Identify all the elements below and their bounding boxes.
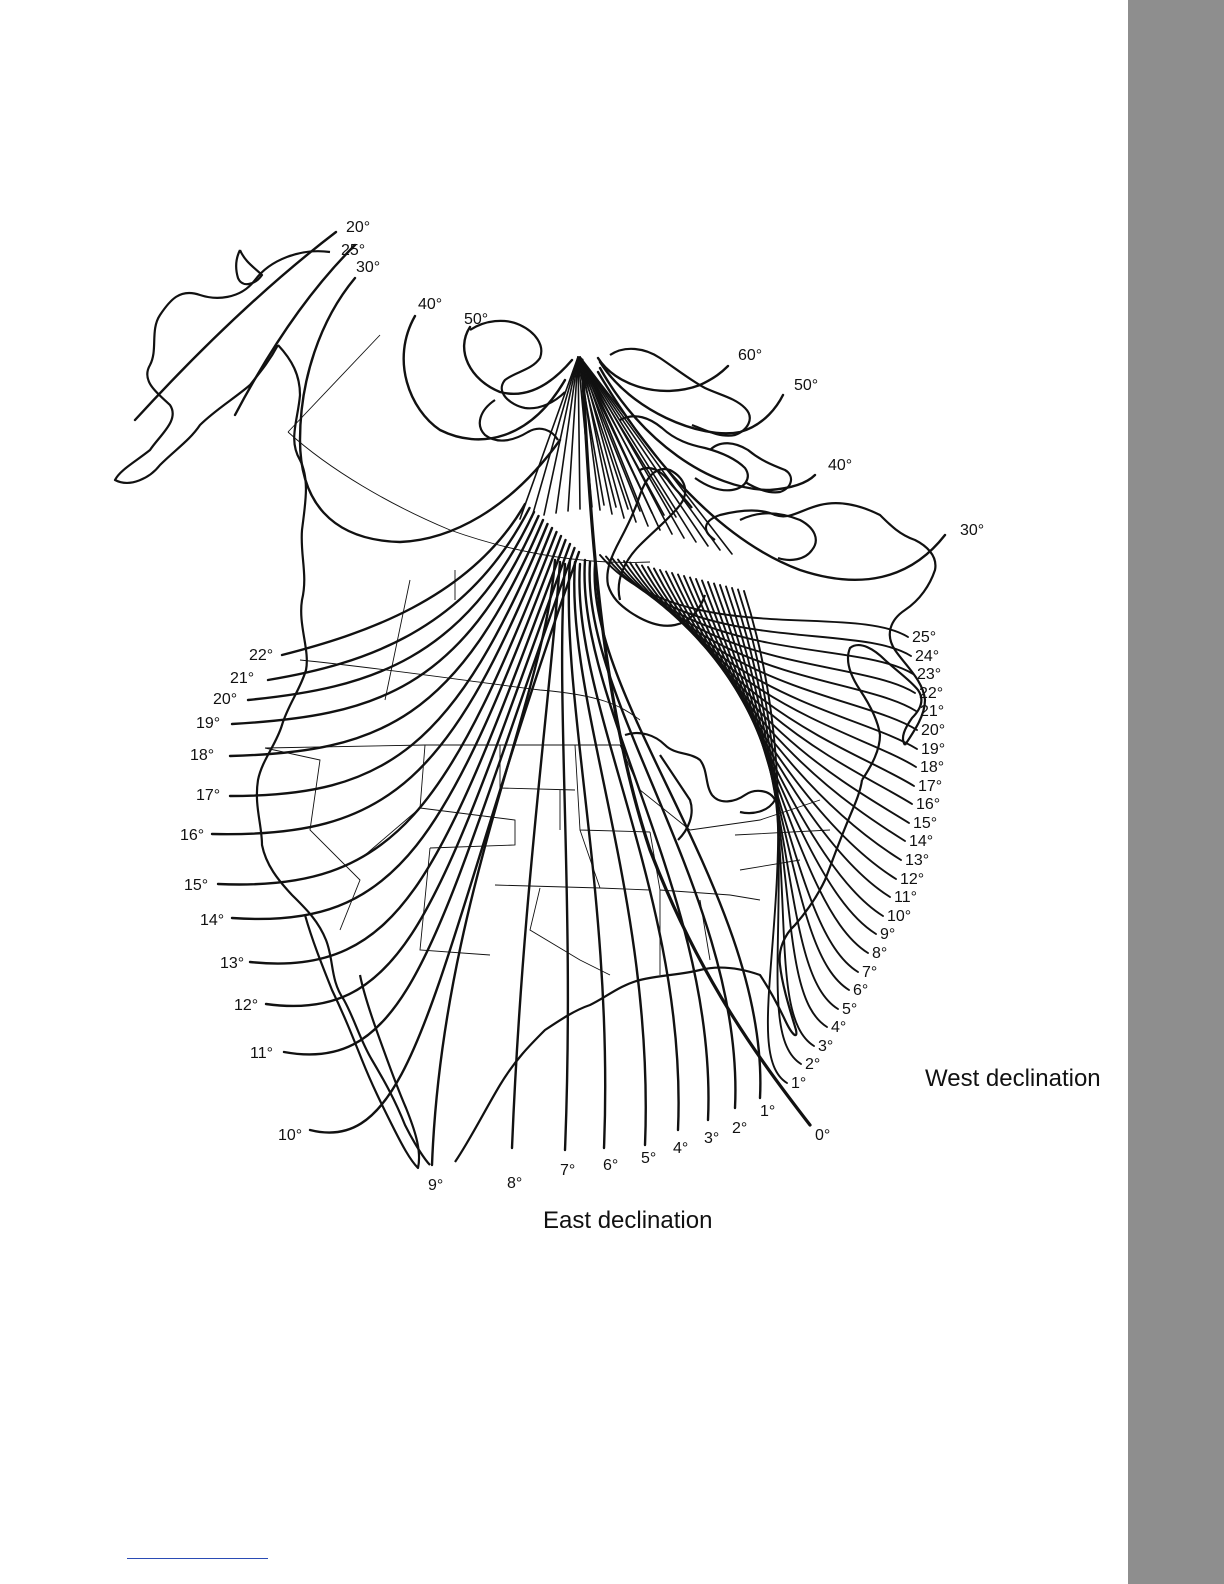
isogonic-west-16: [654, 569, 912, 805]
bottom-label-4: 5°: [641, 1150, 657, 1167]
bottom-label-6: 3°: [704, 1130, 720, 1147]
left-label-1: 21°: [230, 670, 255, 687]
right-label-10: 15°: [913, 815, 938, 832]
right-label-11: 14°: [909, 833, 934, 850]
north-west-label-3: 40°: [418, 296, 443, 313]
north-east-label-2: 40°: [828, 457, 853, 474]
isogonic-east-22: [282, 504, 525, 655]
left-label-12: 10°: [278, 1127, 303, 1144]
right-label-2: 23°: [917, 666, 942, 683]
north-east-label-1: 50°: [794, 377, 819, 394]
coastline-4: [848, 645, 921, 780]
isogonic-lines: [135, 232, 945, 1165]
isogonic-west-high-4: [464, 327, 572, 394]
right-label-22: 3°: [818, 1038, 834, 1055]
isogonic-west-17: [648, 567, 914, 786]
right-label-5: 20°: [921, 722, 946, 739]
pole-fan-3: [556, 357, 578, 513]
coastline-16: [236, 250, 262, 284]
bottom-label-3: 6°: [603, 1157, 619, 1174]
right-label-20: 5°: [842, 1001, 858, 1018]
bottom-label-5: 4°: [673, 1140, 689, 1157]
coastline-1: [257, 345, 430, 1165]
north-west-label-1: 25°: [341, 242, 366, 259]
north-east-label-0: 60°: [738, 347, 763, 364]
right-label-24: 1°: [791, 1075, 807, 1092]
right-label-14: 11°: [894, 889, 918, 906]
right-label-15: 10°: [887, 908, 912, 925]
right-label-16: 9°: [880, 926, 896, 943]
right-label-8: 17°: [918, 778, 943, 795]
isogonic-east-bottom-7: [562, 564, 568, 1150]
border-line-11: [660, 800, 820, 900]
footnote-rule: [127, 1558, 268, 1559]
right-label-12: 13°: [905, 852, 930, 869]
coastline-15: [740, 513, 816, 560]
right-label-18: 7°: [862, 964, 878, 981]
right-label-9: 16°: [916, 796, 941, 813]
coastline-0: [115, 251, 330, 483]
left-label-0: 22°: [249, 647, 274, 664]
isogonic-west-high-1: [235, 245, 355, 415]
north-west-label-0: 20°: [346, 219, 371, 236]
left-label-2: 20°: [213, 691, 238, 708]
right-label-19: 6°: [853, 982, 869, 999]
isogonic-west-north-0: [598, 358, 728, 391]
isogonic-west-high-0: [135, 232, 336, 420]
pole-fan-east-8: [580, 357, 696, 542]
left-label-11: 11°: [250, 1045, 274, 1062]
isogonic-east-bottom-5: [574, 562, 646, 1145]
coastline-3: [455, 780, 862, 1162]
east-declination-caption: East declination: [543, 1207, 713, 1234]
left-label-8: 14°: [200, 912, 225, 929]
border-line-0: [288, 432, 650, 563]
right-label-23: 2°: [805, 1056, 821, 1073]
north-east-label-3: 30°: [960, 522, 985, 539]
left-label-9: 13°: [220, 955, 245, 972]
isogonic-west-high-3: [404, 316, 565, 439]
right-label-3: 22°: [919, 685, 944, 702]
left-label-6: 16°: [180, 827, 205, 844]
coastline-9: [470, 321, 565, 408]
right-label-0: 25°: [912, 629, 937, 646]
right-label-4: 21°: [920, 703, 945, 720]
isogonic-east-bottom-8: [512, 562, 560, 1148]
right-label-21: 4°: [831, 1019, 847, 1036]
north-west-label-4: 50°: [464, 311, 489, 328]
left-label-4: 18°: [190, 747, 215, 764]
right-label-17: 8°: [872, 945, 888, 962]
west-declination-caption: West declination: [925, 1065, 1101, 1092]
zero-label: 0°: [815, 1127, 831, 1144]
bottom-label-2: 7°: [560, 1162, 576, 1179]
isogonic-west-high-2: [300, 278, 560, 542]
bottom-label-0: 9°: [428, 1177, 444, 1194]
right-label-7: 18°: [920, 759, 945, 776]
right-label-1: 24°: [915, 648, 940, 665]
left-label-3: 19°: [196, 715, 221, 732]
north-west-label-2: 30°: [356, 259, 381, 276]
coastline-13: [710, 443, 791, 492]
bottom-label-8: 1°: [760, 1103, 776, 1120]
bottom-label-7: 2°: [732, 1120, 748, 1137]
right-label-13: 12°: [900, 871, 925, 888]
coastline-12: [620, 416, 748, 490]
right-label-6: 19°: [921, 741, 946, 758]
left-label-5: 17°: [196, 787, 221, 804]
bottom-label-1: 8°: [507, 1175, 523, 1192]
left-label-7: 15°: [184, 877, 209, 894]
left-label-10: 12°: [234, 997, 259, 1014]
pole-fan-1: [532, 357, 578, 517]
